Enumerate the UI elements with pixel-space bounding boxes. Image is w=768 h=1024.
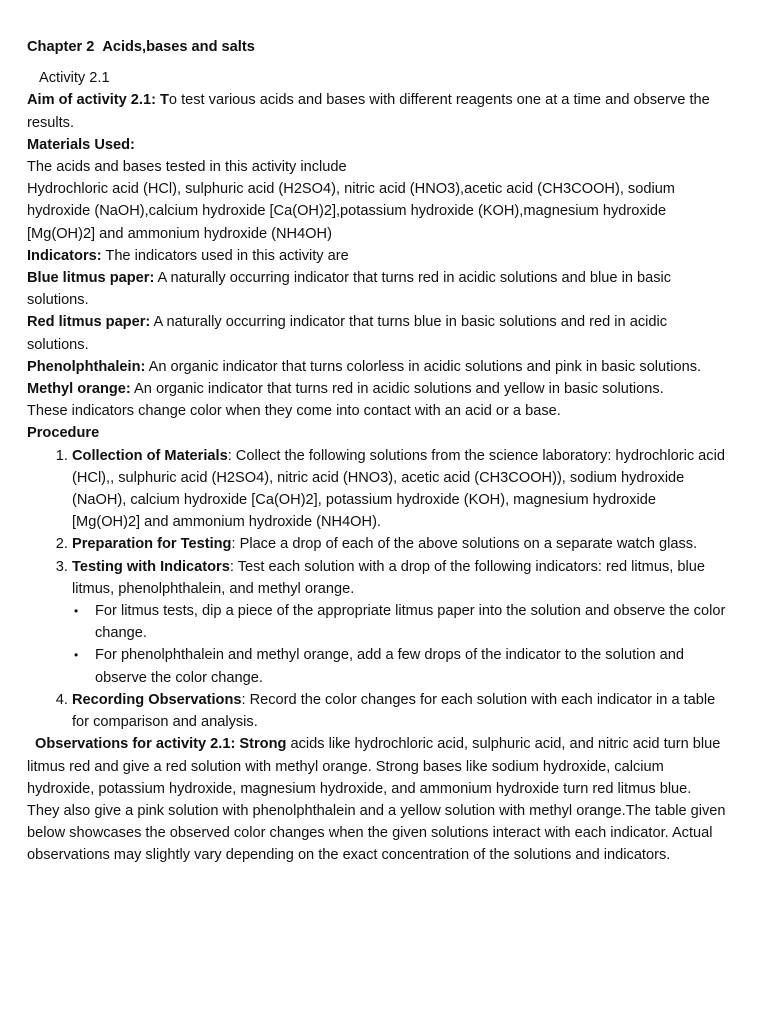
indicator-red-litmus [27,311,727,355]
indicator-phenolphthalein [27,356,727,378]
materials-heading [27,134,727,156]
indicator-label: Methyl orange: [27,381,131,398]
chapter-heading [27,36,727,58]
chapter-number: Chapter 2 [27,39,95,55]
indicator-label: Phenolphthalein: [27,358,146,375]
materials-label: Materials Used: [27,136,135,153]
observations-paragraph [27,733,727,866]
indicators-paragraph [27,245,727,267]
observations-text: acids like hydrochloric acid, sulphuric acid, and nitric acid turn blue litmus red and give a red solution with methyl orange. Strong bases like sodium hydroxide, calcium hydroxide, potassium hydroxide, magnesium hydroxide, and ammonium hydroxide turn red litmus blue. They also give a pink solution with phenolphthalein and a yellow solution with methyl orange.The table given below showcases the observed color changes when the given solutions interact with each indicator. Actual observations may slightly vary depending on the exact concentration of the solutions and indicators. [27,736,726,864]
procedure-step-testing [72,556,727,689]
testing-bullets [72,600,727,689]
indicator-description: An organic indicator that turns colorless in acidic solutions and pink in basic solutions. [145,358,702,375]
step-text: : Test each solution with a drop of the following indicators: red litmus, blue litmus, phenolphthalein, and methyl orange. [72,558,705,597]
activity-heading-text: Activity 2.1 [39,70,110,87]
indicators-intro: The indicators used in this activity are [101,247,349,264]
step-text: : Record the color changes for each solution with each indicator in a table for comparison and analysis. [72,691,716,731]
materials-list: Hydrochloric acid (HCl), sulphuric acid (H2SO4), nitric acid (HNO3),acetic acid (CH3COOH), sodium hydroxide (NaOH),calcium hydroxide [Ca(OH)2],potassium hydroxide (KOH),magnesium hydroxide [Mg(OH)2] and ammonium hydroxide (NH4OH) [27,181,675,242]
activity-heading [27,67,727,89]
indicators-summary: These indicators change color when they come into contact with an acid or a base. [27,403,561,420]
step-label: Collection of Materials [72,447,228,464]
indicator-methyl-orange [27,378,727,400]
materials-intro: The acids and bases tested in this activity include [27,159,347,176]
indicator-description: An organic indicator that turns red in acidic solutions and yellow in basic solutions. [130,381,664,398]
step-label: Preparation for Testing [72,536,232,553]
bullet-item [74,644,727,688]
observations-label: Observations for activity 2.1: Strong [35,736,287,753]
bullet-icon: • [74,648,79,663]
step-text: : Collect the following solutions from the science laboratory: hydrochloric acid (HCl),, sulphuric acid (H2SO4), nitric acid (HNO3), acetic acid (CH3COOH)), sodium hydroxide (NaOH), calcium hydroxide [Ca(OH)2], potassium hydroxide (KOH), magnesium hydroxide [Mg(OH)2] and ammonium hydroxide (NH4OH). [72,447,725,531]
procedure-step-collection [72,445,727,534]
indicators-label: Indicators: [27,247,102,264]
aim-paragraph [27,89,727,133]
bullet-item [74,600,727,644]
indicator-label: Blue litmus paper: [27,270,155,287]
step-text: : Place a drop of each of the above solutions on a separate watch glass. [231,536,698,553]
bullet-text: For phenolphthalein and methyl orange, add a few drops of the indicator to the solution and observe the color change. [95,647,685,686]
step-label: Recording Observations [72,691,242,708]
procedure-steps [27,445,727,734]
indicator-label: Red litmus paper: [27,314,151,331]
indicator-blue-litmus [27,267,727,311]
bullet-icon: • [74,604,79,619]
aim-label: Aim of activity 2.1: T [27,92,169,109]
procedure-step-recording [72,689,727,733]
procedure-label: Procedure [27,425,100,442]
step-label: Testing with Indicators [72,558,230,575]
procedure-heading [27,422,727,444]
chapter-title: Acids,bases and salts [102,39,255,55]
bullet-text: For litmus tests, dip a piece of the appropriate litmus paper into the solution and observe the color change. [95,603,726,642]
procedure-step-preparation [72,533,727,555]
indicator-description: A naturally occurring indicator that turns red in acidic solutions and blue in basic solutions. [27,270,672,309]
document-page [27,34,727,867]
indicator-description: A naturally occurring indicator that turns blue in basic solutions and red in acidic solutions. [27,314,668,353]
aim-text: o test various acids and bases with different reagents one at a time and observe the results. [27,92,710,131]
